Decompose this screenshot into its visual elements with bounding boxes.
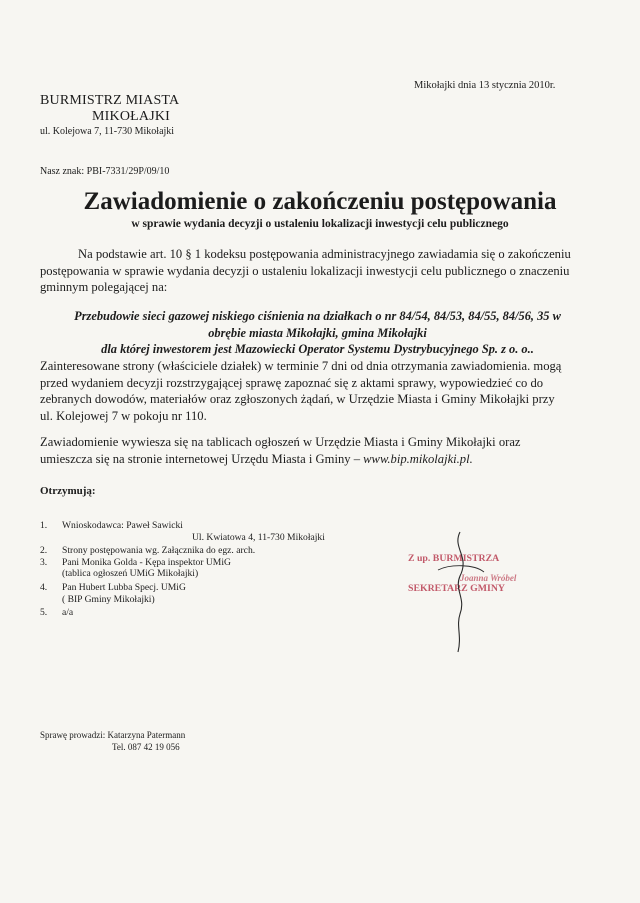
handwritten-signature	[430, 528, 490, 658]
item-number: 4.	[40, 581, 48, 593]
item-text: ( BIP Gminy Mikołajki)	[62, 593, 155, 605]
document-date: Mikołajki dnia 13 stycznia 2010r.	[414, 80, 556, 91]
paragraph-line: zebranych dowodów, materiałów oraz zgłoszonych żądań, w Urzędzie Miasta i Gminy Mikołajki przy	[40, 392, 555, 406]
recipients-heading: Otrzymują:	[40, 485, 96, 497]
stamp-line: Z up. BURMISTRZA	[408, 553, 500, 564]
paragraph-publication	[40, 434, 595, 467]
stamp-line: SEKRETARZ GMINY	[408, 583, 505, 594]
item-number: 5.	[40, 607, 48, 619]
paragraph-line: ul. Kolejowej 7 w pokoju nr 110.	[40, 408, 207, 423]
document-title: Zawiadomienie o zakończeniu postępowania	[83, 188, 557, 215]
stamp-signature-name: Joanna Wróbel	[460, 573, 517, 583]
contact-phone: Tel. 087 42 19 056	[112, 742, 180, 752]
item-text: Wnioskodawca: Paweł Sawicki	[62, 520, 183, 531]
item-text: Strony postępowania wg. Załącznika do egz. arch.	[62, 545, 256, 557]
item-text: Pani Monika Golda - Kępa inspektor UMiG	[62, 556, 231, 568]
item-text: Ul. Kwiatowa 4, 11-730 Mikołajki	[192, 531, 325, 543]
office-address: ul. Kolejowa 7, 11-730 Mikołajki	[40, 126, 175, 137]
paragraph-line: gminnym polegającej na:	[40, 280, 168, 294]
document-subtitle: w sprawie wydania decyzji o ustaleniu lokalizacji inwestycji celu publicznego	[131, 218, 509, 230]
paragraph-line: postępowania w sprawie wydania decyzji o ustaleniu lokalizacji inwestycji celu publicznego o znaczeniu	[40, 263, 570, 278]
office-name-line1: BURMISTRZ MIASTA	[40, 93, 180, 108]
paragraph-line: Zainteresowane strony (właściciele działek) w terminie 7 dni od dnia otrzymania zawiadomienia. mogą	[40, 359, 562, 373]
project-line: obrębie miasta Mikołajki, gmina Mikołajki	[208, 325, 427, 340]
paragraph-legal-basis	[40, 246, 595, 296]
website-link[interactable]: www.bip.mikolajki.pl.	[363, 451, 473, 466]
reference-number: Nasz znak: PBI-7331/29P/09/10	[40, 166, 170, 177]
item-number: 3.	[40, 556, 48, 568]
item-number: 1.	[40, 520, 48, 531]
project-line: dla której inwestorem jest Mazowiecki Operator Systemu Dystrybucyjnego Sp. z o. o..	[101, 342, 534, 356]
paragraph-parties-notice	[40, 358, 595, 424]
project-line: Przebudowie sieci gazowej niskiego ciśnienia na działkach o nr 84/54, 84/53, 84/55, 84/56, 35 w	[74, 309, 561, 323]
item-text: (tablica ogłoszeń UMiG Mikołajki)	[62, 568, 199, 580]
item-text: a/a	[62, 607, 74, 619]
paragraph-line: Zawiadomienie wywiesza się na tablicach ogłoszeń w Urzędzie Miasta i Gminy Mikołajki oraz	[40, 435, 521, 449]
item-text: Pan Hubert Lubba Specj. UMiG	[62, 581, 186, 593]
project-description	[40, 308, 595, 358]
handled-by: Sprawę prowadzi: Katarzyna Patermann	[40, 730, 186, 740]
paragraph-line: przed wydaniem decyzji rozstrzygającej sprawę zapoznać się z aktami sprawy, wypowiedzieć co do	[40, 375, 544, 390]
office-name-line2: MIKOŁAJKI	[92, 109, 171, 124]
paragraph-text: umieszcza się na stronie internetowej Urzędu Miasta i Gminy –	[40, 451, 364, 466]
paragraph-line	[40, 451, 595, 468]
item-number: 2.	[40, 545, 48, 557]
paragraph-line: Na podstawie art. 10 § 1 kodeksu postępowania administracyjnego zawiadamia się o zakończeniu	[78, 247, 571, 261]
